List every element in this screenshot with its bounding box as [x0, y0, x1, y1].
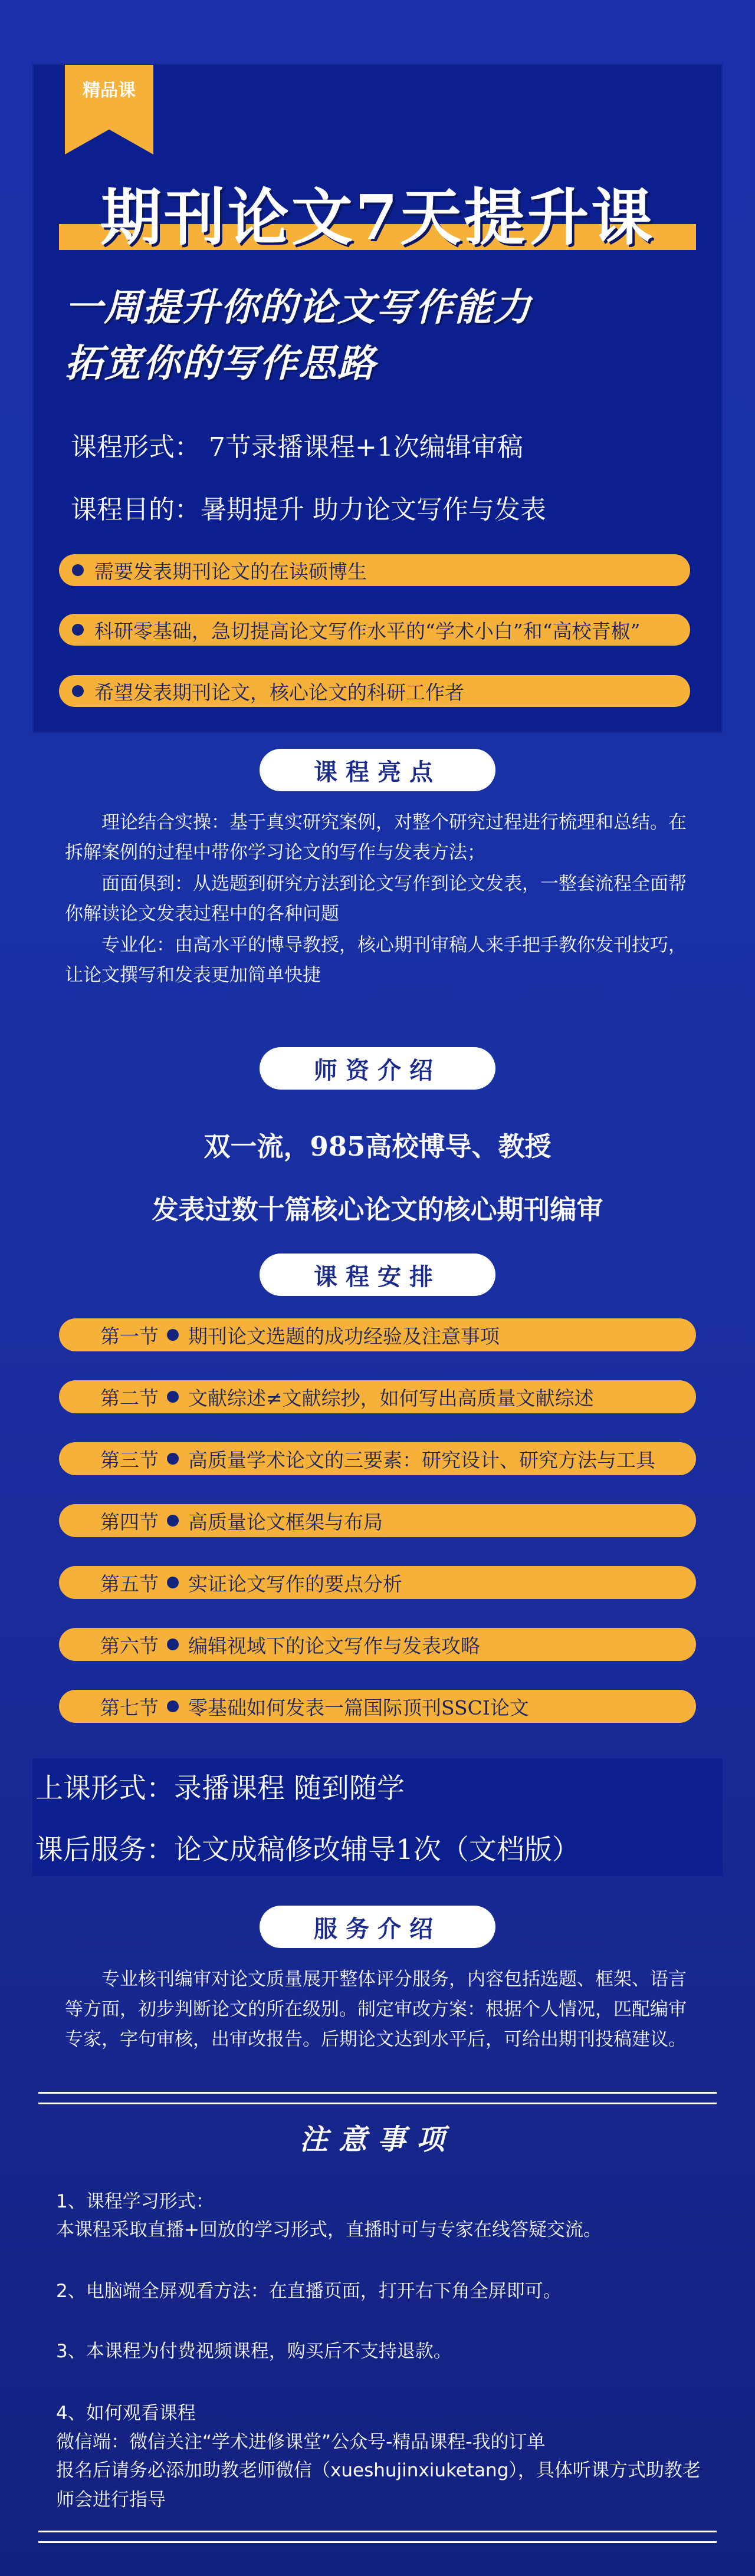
- lesson-number: 第六节: [100, 1634, 159, 1657]
- divider-bottom: [38, 2541, 717, 2543]
- bullet-dot-icon: [72, 624, 84, 636]
- audience-item-text: 希望发表期刊论文，核心论文的科研工作者: [94, 680, 464, 704]
- audience-item: [59, 614, 690, 646]
- bullet-dot-icon: [167, 1515, 179, 1526]
- lesson-row: [59, 1318, 696, 1351]
- note-line: 师会进行指导: [56, 2489, 166, 2511]
- divider-bottom: [38, 2531, 717, 2532]
- class-format: 上课形式：录播课程 随到随学: [35, 1772, 405, 1805]
- lesson-title: 高质量论文框架与布局: [188, 1510, 383, 1534]
- lesson-row: [59, 1442, 696, 1475]
- bullet-dot-icon: [167, 1391, 179, 1403]
- faculty-line-1: 双一流，985高校博导、教授: [203, 1131, 552, 1162]
- slogan-line-2: 拓宽你的写作思路: [65, 342, 376, 386]
- note-line: 2、电脑端全屏观看方法：在直播页面，打开右下角全屏即可。: [56, 2281, 562, 2302]
- lesson-row: [59, 1380, 696, 1413]
- audience-item-text: 科研零基础，急切提高论文写作水平的“学术小白”和“高校青椒”: [94, 619, 641, 643]
- lesson-row: [59, 1628, 696, 1661]
- lesson-title: 编辑视域下的论文写作与发表攻略: [188, 1634, 480, 1657]
- divider-top: [38, 2092, 717, 2094]
- audience-item-text: 需要发表期刊论文的在读硕博生: [94, 560, 367, 583]
- lesson-number: 第七节: [100, 1696, 159, 1719]
- highlights-heading: 课程亮点: [260, 749, 495, 791]
- bullet-dot-icon: [72, 685, 84, 697]
- faculty-heading: 师资介绍: [260, 1047, 495, 1090]
- lesson-row: [59, 1504, 696, 1537]
- highlights-paragraph: 理论结合实操：基于真实研究案例，对整个研究过程进行梳理和总结。在拆解案例的过程中带你学习论文的写作与发表方法；: [65, 812, 687, 863]
- faculty-line-2: 发表过数十篇核心论文的核心期刊编审: [152, 1194, 603, 1225]
- notes-heading: 注意事项: [299, 2123, 455, 2156]
- audience-item: [59, 554, 690, 586]
- lesson-number: 第五节: [100, 1572, 159, 1595]
- lesson-row: [59, 1566, 696, 1599]
- note-line: 本课程采取直播+回放的学习形式，直播时可与专家在线答疑交流。: [56, 2219, 602, 2241]
- slogan-line-1: 一周提升你的论文写作能力: [65, 286, 532, 330]
- bullet-dot-icon: [72, 564, 84, 576]
- note-line: 3、本课程为付费视频课程，购买后不支持退款。: [56, 2341, 452, 2362]
- lesson-title: 高质量学术论文的三要素：研究设计、研究方法与工具: [188, 1448, 655, 1472]
- lesson-number: 第二节: [100, 1386, 159, 1410]
- service-paragraph: 专业核刊编审对论文质量展开整体评分服务，内容包括选题、框架、语言等方面，初步判断论文的所在级别。制定审改方案：根据个人情况，匹配编审专家，字句审核，出审改报告。后期论文达到水平后，可给出期刊投稿建议。: [65, 1969, 687, 2050]
- divider-top: [38, 2103, 717, 2104]
- bullet-dot-icon: [167, 1453, 179, 1465]
- lesson-title: 零基础如何发表一篇国际顶刊SSCI论文: [188, 1696, 529, 1719]
- bullet-dot-icon: [167, 1329, 179, 1341]
- lesson-number: 第四节: [100, 1510, 159, 1534]
- highlights-paragraph: 面面俱到：从选题到研究方法到论文写作到论文发表，一整套流程全面帮你解读论文发表过程中的各种问题: [65, 873, 687, 925]
- lesson-row: [59, 1690, 696, 1723]
- note-line: 报名后请务必添加助教老师微信（xueshujinxiuketang），具体听课方式助教老: [56, 2460, 701, 2481]
- highlights-paragraph: 专业化：由高水平的博导教授，核心期刊审稿人来手把手教你发刊技巧，让论文撰写和发表更加简单快捷: [65, 935, 687, 986]
- bullet-dot-icon: [167, 1700, 179, 1712]
- lesson-title: 期刊论文选题的成功经验及注意事项: [188, 1324, 500, 1348]
- note-line: 1、课程学习形式：: [56, 2191, 214, 2212]
- course-title: 期刊论文7天提升课: [100, 181, 655, 254]
- lesson-title: 文献综述≠文献综抄，如何写出高质量文献综述: [188, 1386, 594, 1410]
- bullet-dot-icon: [167, 1577, 179, 1588]
- course-format: 课程形式： 7节录播课程+1次编辑审稿: [71, 432, 523, 462]
- schedule-heading: 课程安排: [260, 1254, 495, 1296]
- note-line: 4、如何观看课程: [56, 2403, 196, 2424]
- service-heading: 服务介绍: [260, 1906, 495, 1948]
- lesson-number: 第一节: [100, 1324, 159, 1348]
- lesson-title: 实证论文写作的要点分析: [188, 1572, 402, 1595]
- bullet-dot-icon: [167, 1639, 179, 1650]
- lesson-number: 第三节: [100, 1448, 159, 1472]
- badge-label: 精品课: [83, 80, 136, 101]
- audience-item: [59, 675, 690, 707]
- course-purpose: 课程目的：暑期提升 助力论文写作与发表: [71, 495, 546, 525]
- after-class-service: 课后服务：论文成稿修改辅导1次（文档版）: [35, 1834, 580, 1866]
- note-line: 微信端：微信关注“学术进修课堂”公众号-精品课程-我的订单: [56, 2432, 546, 2453]
